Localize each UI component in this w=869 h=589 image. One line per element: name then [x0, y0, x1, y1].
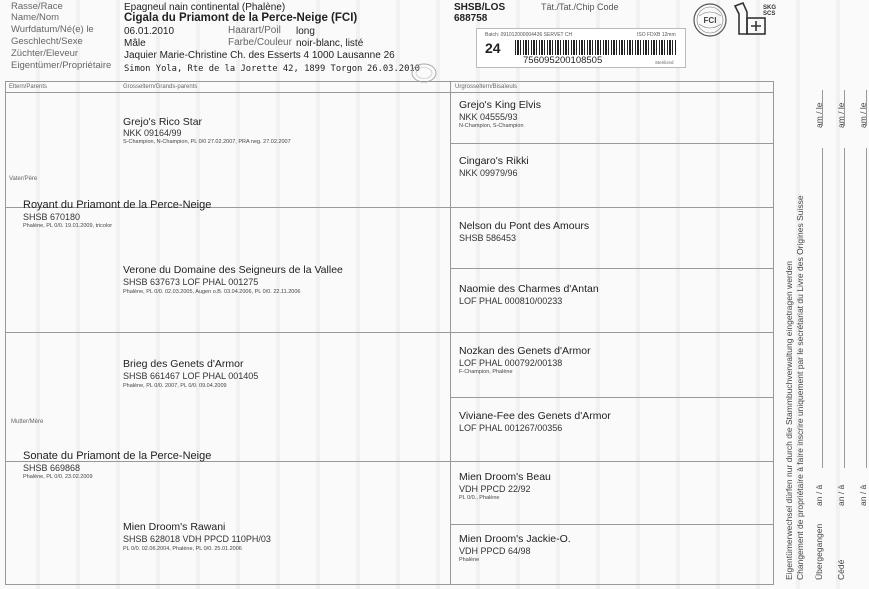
chip-label: Tät./Tat./Chip Code	[541, 2, 619, 12]
col-header-greatgrandparents: Urgrosseltern/Bisaïeuls	[455, 84, 518, 90]
grid-line	[450, 524, 773, 525]
signature-line	[866, 148, 867, 468]
label-color: Farbe/Couleur	[228, 37, 292, 48]
grid-line	[450, 82, 451, 584]
ggp-8-info: Phalène	[459, 557, 480, 563]
ggp-7-reg: VDH PPCD 22/92	[459, 484, 531, 494]
birth-date-value: 06.01.2010	[124, 26, 175, 37]
grandparent-2-name: Verone du Domaine des Seigneurs de la Vallee	[123, 264, 343, 276]
grid-line	[6, 332, 773, 333]
grandparent-3-reg: SHSB 661467 LOF PHAL 001405	[123, 371, 259, 381]
grandparent-4-reg: SHSB 628018 VDH PPCD 110PH/03	[123, 534, 271, 544]
ggp-5-name: Nozkan des Genets d'Armor	[459, 345, 591, 357]
ggp-2-name: Cingaro's Rikki	[459, 155, 529, 167]
label-hair: Haarart/Poil	[228, 25, 281, 36]
grandparent-1-reg: NKK 09164/99	[123, 128, 182, 138]
col-header-grandparents: Grosseltern/Grands-parents	[123, 84, 198, 90]
dam-label: Mutter/Mère	[11, 419, 44, 425]
shsb-label: SHSB/LOS	[454, 2, 506, 13]
barcode-digits: 756095200108505	[523, 55, 603, 66]
grid-line	[450, 397, 773, 398]
signature-line	[822, 90, 823, 126]
owner-transfer-area	[778, 88, 869, 588]
barcode-batch-text: Batch: 091012000004436 SERVET CH	[485, 32, 573, 38]
grid-line	[6, 92, 773, 93]
color-value: noir-blanc, listé	[296, 38, 364, 49]
barcode-bars-icon	[515, 40, 677, 55]
transfer-field-bottom-1: an / à	[814, 484, 824, 506]
chip-barcode-sticker	[476, 28, 686, 68]
sex-value: Mâle	[124, 38, 146, 49]
ggp-5-reg: LOF PHAL 000792/00138	[459, 358, 563, 368]
grandparent-1-name: Grejo's Rico Star	[123, 116, 203, 128]
label-sex: Geschlecht/Sexe	[11, 36, 83, 47]
transfer-field-top-2: am / le	[836, 102, 846, 128]
grid-line	[450, 268, 773, 269]
sire-info: Phalène, PL 0/0. 19.01.2009, tricolor	[23, 223, 113, 229]
dam-name: Sonate du Priamont de la Perce-Neige	[23, 450, 212, 462]
transfer-col-label-2: Cédé	[836, 559, 846, 580]
dam-info: Phalène, PL 0/0. 23.02.2009	[23, 474, 93, 480]
transfer-field-top-1: am / le	[814, 102, 824, 128]
breeder-value: Jaquier Marie-Christine Ch. des Esserts 4 1000 Lausanne 26	[124, 50, 395, 61]
transfer-note-fr: Changement de propriétaire à faire inscrire uniquement par le secrétariat du Livre des Origines Suisse	[795, 195, 805, 580]
col-header-parents: Eltern/Parents	[9, 84, 48, 90]
transfer-col-label-1: Übergegangen	[814, 523, 824, 580]
ggp-8-name: Mien Droom's Jackie-O.	[459, 533, 571, 545]
ggp-5-info: F-Champion, Phalène	[459, 369, 513, 375]
transfer-field-bottom-2: an / à	[836, 484, 846, 506]
ggp-3-name: Nelson du Pont des Amours	[459, 220, 590, 232]
grandparent-2-info: Phalène, PL 0/0. 02.03.2005, Augen o.B. 03.04.2006, PL 0/0. 22.11.2006	[123, 289, 301, 295]
ggp-6-reg: LOF PHAL 001267/00356	[459, 423, 563, 433]
shsb-number: 688758	[454, 13, 488, 24]
grandparent-4-name: Mien Droom's Rawani	[123, 521, 226, 533]
svg-text:SCS: SCS	[763, 11, 776, 17]
owner-value: Simon Yola, Rte de la Jorette 42, 1899 Torgon	[124, 64, 363, 74]
sire-label: Vater/Père	[9, 176, 38, 182]
sire-name: Royant du Priamont de la Perce-Neige	[23, 199, 212, 211]
transfer-note-de: Eigentümerwechsel dürfen nur durch die Stammbuchverwaltung eingetragen werden	[784, 261, 794, 580]
grandparent-3-info: Phalène, PL 0/0. 2007, PL 0/0. 09.04.2009	[123, 383, 227, 389]
ggp-4-name: Naomie des Charmes d'Antan	[459, 283, 599, 295]
ggp-4-reg: LOF PHAL 000810/00233	[459, 296, 563, 306]
grid-line	[450, 143, 773, 144]
certificate-header	[0, 0, 780, 88]
svg-text:SKG: SKG	[763, 5, 777, 11]
fci-logo-icon	[690, 2, 730, 38]
ggp-7-name: Mien Droom's Beau	[459, 471, 551, 483]
label-birth-date: Wurfdatum/Né(e) le	[11, 24, 94, 35]
transfer-field-bottom-3: an / à	[858, 484, 868, 506]
hair-value: long	[296, 26, 315, 37]
grandparent-4-info: PL 0/0. 02.06.2004, Phalène, PL 0/0. 25.01.2006	[123, 546, 242, 552]
barcode-sterilized: Sterilized	[655, 60, 674, 65]
signature-line	[844, 148, 845, 468]
grandparent-3-name: Brieg des Genets d'Armor	[123, 358, 244, 370]
signature-line	[844, 90, 845, 126]
ggp-8-reg: VDH PPCD 64/98	[459, 546, 531, 556]
dam-reg: SHSB 669868	[23, 463, 81, 473]
ggp-1-info: N-Champion, S-Champion	[459, 123, 524, 129]
svg-text:FCI: FCI	[703, 16, 717, 25]
label-breed: Rasse/Race	[11, 1, 63, 12]
label-breeder: Züchter/Eleveur	[11, 48, 79, 59]
ggp-7-info: PL 0/0., Phalène	[459, 495, 500, 501]
dog-name: Cigala du Priamont de la Perce-Neige (FCI)	[124, 12, 358, 24]
label-owner: Eigentümer/Propriétaire	[11, 60, 112, 71]
ggp-1-name: Grejo's King Elvis	[459, 99, 541, 111]
ggp-3-reg: SHSB 586453	[459, 233, 517, 243]
ggp-2-reg: NKK 09979/96	[459, 168, 518, 178]
ggp-6-name: Viviane-Fee des Genets d'Armor	[459, 410, 611, 422]
owner-date: 26.03.2010	[367, 64, 420, 74]
skg-logo-icon	[733, 0, 777, 38]
label-name: Name/Nom	[11, 12, 60, 23]
barcode-iso-text: ISO FDXB 12mm	[637, 32, 676, 38]
signature-line	[822, 148, 823, 468]
breed-value: Epagneul nain continental (Phalène)	[124, 2, 286, 13]
ggp-1-reg: NKK 04555/93	[459, 112, 518, 122]
sire-reg: SHSB 670180	[23, 212, 81, 222]
grandparent-1-info: S-Champion, N-Champion, PL 0/0 27.02.2007, PRA neg. 27.02.2007	[123, 139, 291, 145]
pedigree-table	[5, 81, 774, 585]
signature-line	[866, 90, 867, 126]
transfer-field-top-3: am / le	[858, 102, 868, 128]
grandparent-2-reg: SHSB 637673 LOF PHAL 001275	[123, 277, 259, 287]
barcode-lot: 24	[485, 40, 501, 56]
